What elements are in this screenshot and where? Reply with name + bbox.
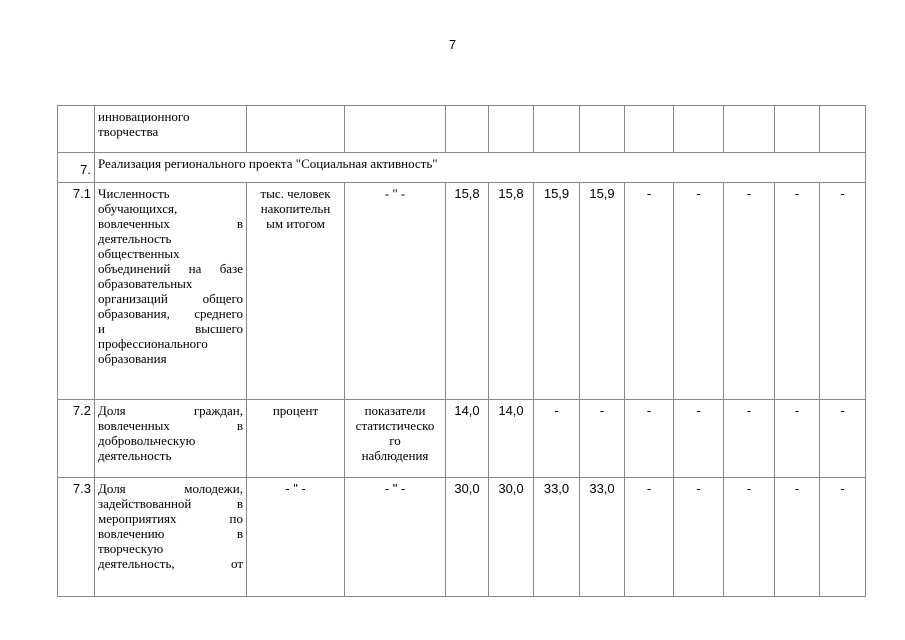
page-number: 7 <box>448 37 457 52</box>
table-row-7-1 <box>58 183 866 400</box>
name-line: объединений на базе <box>98 261 243 276</box>
value-cell: - <box>820 478 866 597</box>
row-number: 7.2 <box>58 400 95 478</box>
value-cell <box>724 106 775 153</box>
unit-line: тыс. человек <box>260 186 331 201</box>
section-number: 7. <box>58 153 95 183</box>
name-line: Численность <box>98 186 170 201</box>
name-line: деятельность <box>98 231 172 246</box>
value-cell: - <box>674 183 724 400</box>
source-cell: - " - <box>345 183 446 400</box>
name-line: вовлеченных в <box>98 418 243 433</box>
indicators-table <box>57 105 866 597</box>
indicator-name <box>95 183 247 400</box>
value-cell: - <box>775 183 820 400</box>
source-line: статистическо <box>355 418 435 433</box>
value-cell: 15,9 <box>580 183 625 400</box>
source-cell <box>345 106 446 153</box>
value-cell: 15,8 <box>489 183 534 400</box>
value-cell <box>446 106 489 153</box>
value-cell: - <box>674 400 724 478</box>
value-cell: - <box>625 478 674 597</box>
value-cell: - <box>724 478 775 597</box>
value-cell: 33,0 <box>580 478 625 597</box>
indicator-name-cell <box>95 106 247 153</box>
name-line: задействованной в <box>98 496 243 511</box>
row-number: 7.3 <box>58 478 95 597</box>
value-cell: 15,8 <box>446 183 489 400</box>
name-line: общественных <box>98 246 180 261</box>
value-cell <box>580 106 625 153</box>
row-number-cell <box>58 106 95 153</box>
table-row-section <box>58 153 866 183</box>
value-cell: - <box>724 400 775 478</box>
name-line: творческую <box>98 541 164 556</box>
value-cell: - <box>580 400 625 478</box>
value-cell: - <box>820 183 866 400</box>
name-line: инновационного <box>98 109 190 124</box>
section-title: Реализация регионального проекта "Социальная активность" <box>95 153 866 183</box>
value-cell: 15,9 <box>534 183 580 400</box>
table-row-continued <box>58 106 866 153</box>
value-cell: - <box>534 400 580 478</box>
name-line: образования <box>98 351 167 366</box>
value-cell: - <box>820 400 866 478</box>
name-line: добровольческую <box>98 433 196 448</box>
source-line: показатели <box>364 403 426 418</box>
name-line: творчества <box>98 124 159 139</box>
value-cell <box>625 106 674 153</box>
unit-cell: - " - <box>247 478 345 597</box>
name-line: вовлечению в <box>98 526 243 541</box>
name-line: вовлеченных в <box>98 216 243 231</box>
value-cell: 33,0 <box>534 478 580 597</box>
unit-cell <box>247 106 345 153</box>
value-cell: 14,0 <box>489 400 534 478</box>
name-line: образовательных <box>98 276 193 291</box>
unit-cell: процент <box>247 400 345 478</box>
source-cell <box>345 400 446 478</box>
name-line: деятельность <box>98 448 172 463</box>
name-line: профессионального <box>98 336 208 351</box>
value-cell: - <box>625 400 674 478</box>
value-cell: 30,0 <box>489 478 534 597</box>
indicator-name <box>95 478 247 597</box>
value-cell: - <box>674 478 724 597</box>
indicator-name <box>95 400 247 478</box>
name-line: мероприятиях по <box>98 511 243 526</box>
name-line: обучающихся, <box>98 201 178 216</box>
row-number: 7.1 <box>58 183 95 400</box>
value-cell <box>674 106 724 153</box>
value-cell <box>534 106 580 153</box>
value-cell <box>489 106 534 153</box>
unit-line: накопительн <box>260 201 331 216</box>
table-row-7-2 <box>58 400 866 478</box>
source-line: го <box>389 433 401 448</box>
value-cell: - <box>775 478 820 597</box>
value-cell: - <box>775 400 820 478</box>
value-cell: - <box>625 183 674 400</box>
name-line: деятельность, от <box>98 556 243 571</box>
name-line: организаций общего <box>98 291 243 306</box>
source-line: наблюдения <box>361 448 429 463</box>
unit-line: ым итогом <box>266 216 325 231</box>
table-row-7-3 <box>58 478 866 597</box>
unit-cell <box>247 183 345 400</box>
value-cell <box>775 106 820 153</box>
name-line: Доля граждан, <box>98 403 243 418</box>
name-line: Доля молодежи, <box>98 481 243 496</box>
name-line: и высшего <box>98 321 243 336</box>
value-cell: 14,0 <box>446 400 489 478</box>
value-cell <box>820 106 866 153</box>
source-cell: - " - <box>345 478 446 597</box>
value-cell: - <box>724 183 775 400</box>
name-line: образования, среднего <box>98 306 243 321</box>
value-cell: 30,0 <box>446 478 489 597</box>
